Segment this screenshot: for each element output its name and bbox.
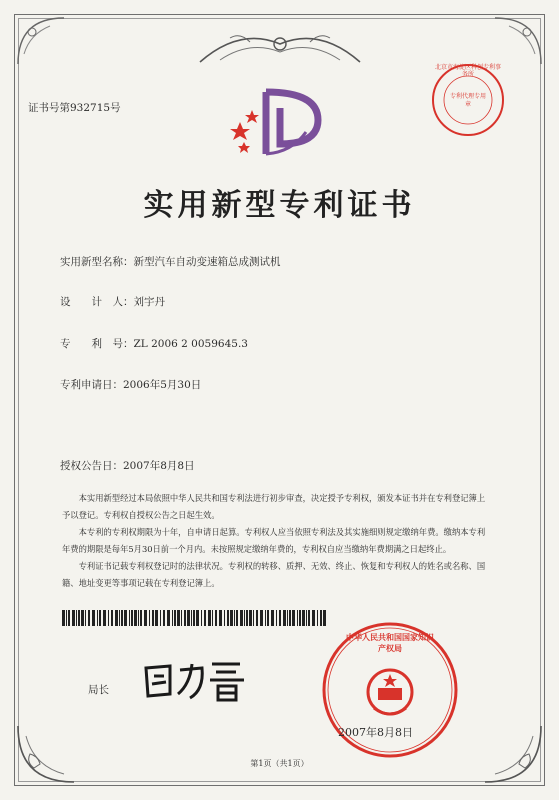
barcode-bar: [163, 610, 165, 626]
barcode-icon: [62, 610, 328, 626]
barcode-bar: [138, 610, 139, 626]
barcode-bar: [167, 610, 170, 626]
barcode-bar: [140, 610, 142, 626]
barcode-bar: [308, 610, 310, 626]
barcode-bar: [204, 610, 206, 626]
body-paragraph: 本专利的专利权期限为十年，自申请日起算。专利权人应当依照专利法及其实施细则规定缴纳年费。缴纳本专利年费的期限是每年5月30日前一个月内。未按照规定缴纳年费的，专利权自应当缴纳年费期满之日起终止。: [62, 527, 486, 554]
barcode-bar: [224, 610, 225, 626]
barcode-bar: [253, 610, 254, 626]
field-value: 2006年5月30日: [123, 379, 202, 391]
field-grant-date: [60, 458, 195, 473]
barcode-bar: [108, 610, 109, 626]
field-value: 新型汽车自动变速箱总成测试机: [133, 256, 281, 268]
barcode-bar: [283, 610, 286, 626]
barcode-bar: [111, 610, 113, 626]
seal-text: 中华人民共和国国家知识产权局: [346, 632, 434, 653]
field-value: 2007年8月8日: [123, 460, 195, 472]
barcode-bar: [317, 610, 318, 626]
barcode-bar: [78, 610, 80, 626]
barcode-bar: [97, 610, 98, 626]
barcode-bar: [219, 610, 222, 626]
director-label: 局长: [88, 684, 109, 696]
barcode-bar: [193, 610, 195, 626]
barcode-bar: [260, 610, 263, 626]
barcode-bar: [212, 610, 213, 626]
barcode-bar: [208, 610, 211, 626]
page-footer: 第1页（共1页）: [250, 759, 309, 768]
barcode-bar: [81, 610, 84, 626]
barcode-bar: [134, 610, 137, 626]
field-label: 专 利 号：: [60, 338, 134, 350]
field-label: 实用新型名称：: [60, 256, 134, 268]
barcode-bar: [66, 610, 67, 626]
field-designer: [60, 294, 165, 309]
barcode-bar: [99, 610, 101, 626]
ornament-corner-icon: [14, 716, 84, 786]
barcode-bar: [144, 610, 147, 626]
page-title: 实用新型专利证书: [143, 188, 416, 223]
barcode-bar: [68, 610, 70, 626]
field-value: 刘宇丹: [133, 296, 165, 308]
body-paragraph: 专利证书记载专利权登记时的法律状况。专利权的转移、质押、无效、终止、恢复和专利权人的姓名或名称、国籍、地址变更等事项记载在专利登记簿上。: [62, 561, 486, 588]
barcode-bar: [191, 610, 192, 626]
top-ornament-icon: [190, 22, 370, 72]
certificate-number: 证书号第932715号: [28, 102, 121, 114]
barcode-bar: [76, 610, 77, 626]
barcode-bar: [92, 610, 95, 626]
barcode-bar: [297, 610, 298, 626]
barcode-bar: [279, 610, 281, 626]
barcode-bar: [131, 610, 133, 626]
barcode-bar: [215, 610, 217, 626]
field-utility-name: [60, 254, 281, 269]
ornament-corner-icon: [475, 716, 545, 786]
barcode-bar: [181, 610, 182, 626]
barcode-bar: [174, 610, 176, 626]
signature-image: [140, 654, 250, 704]
barcode-bar: [119, 610, 120, 626]
barcode-bar: [121, 610, 123, 626]
barcode-bar: [62, 610, 65, 626]
barcode-bar: [292, 610, 295, 626]
barcode-bar: [287, 610, 288, 626]
barcode-bar: [184, 610, 186, 626]
barcode-bar: [265, 610, 266, 626]
patent-logo-icon: [222, 82, 332, 162]
barcode-bar: [246, 610, 248, 626]
barcode-bar: [177, 610, 180, 626]
barcode-bar: [306, 610, 307, 626]
ornament-corner-icon: [14, 14, 74, 74]
barcode-bar: [302, 610, 305, 626]
barcode-bar: [85, 610, 86, 626]
national-emblem-icon: [368, 670, 412, 714]
body-paragraph: 本实用新型经过本局依照中华人民共和国专利法进行初步审查，决定授予专利权，颁发本证书并在专利登记簿上予以登记。专利权自授权公告之日起生效。: [62, 493, 486, 520]
field-label: 授权公告日：: [60, 460, 123, 472]
barcode-bar: [124, 610, 127, 626]
barcode-bar: [155, 610, 158, 626]
barcode-bar: [72, 610, 75, 626]
barcode-bar: [289, 610, 291, 626]
field-patent-number: [60, 336, 248, 351]
barcode-bar: [187, 610, 190, 626]
barcode-bar: [276, 610, 277, 626]
barcode-bar: [129, 610, 130, 626]
field-value: ZL 2006 2 0059645.3: [133, 338, 248, 350]
barcode-bar: [227, 610, 229, 626]
barcode-bar: [256, 610, 258, 626]
field-label: 设 计 人：: [60, 296, 134, 308]
barcode-bar: [267, 610, 269, 626]
barcode-bar: [160, 610, 161, 626]
barcode-bar: [103, 610, 106, 626]
barcode-bar: [88, 610, 90, 626]
barcode-bar: [240, 610, 243, 626]
barcode-bar: [234, 610, 235, 626]
barcode-bar: [249, 610, 252, 626]
seal-date: 2007年8月8日: [338, 726, 413, 739]
barcode-bar: [299, 610, 301, 626]
barcode-bar: [271, 610, 274, 626]
barcode-bar: [201, 610, 202, 626]
barcode-bar: [244, 610, 245, 626]
barcode-bar: [149, 610, 150, 626]
agency-stamp-inner: 专利代理专用章: [449, 93, 486, 108]
field-application-date: [60, 377, 201, 392]
agency-stamp-text: 北京市海淀区科创专利事务所: [434, 64, 501, 78]
barcode-bar: [236, 610, 238, 626]
certificate-body: [62, 490, 492, 592]
barcode-bar: [172, 610, 173, 626]
barcode-bar: [152, 610, 154, 626]
barcode-bar: [230, 610, 233, 626]
barcode-bar: [115, 610, 118, 626]
barcode-bar: [196, 610, 199, 626]
field-label: 专利申请日：: [60, 379, 123, 391]
barcode-bar: [312, 610, 315, 626]
